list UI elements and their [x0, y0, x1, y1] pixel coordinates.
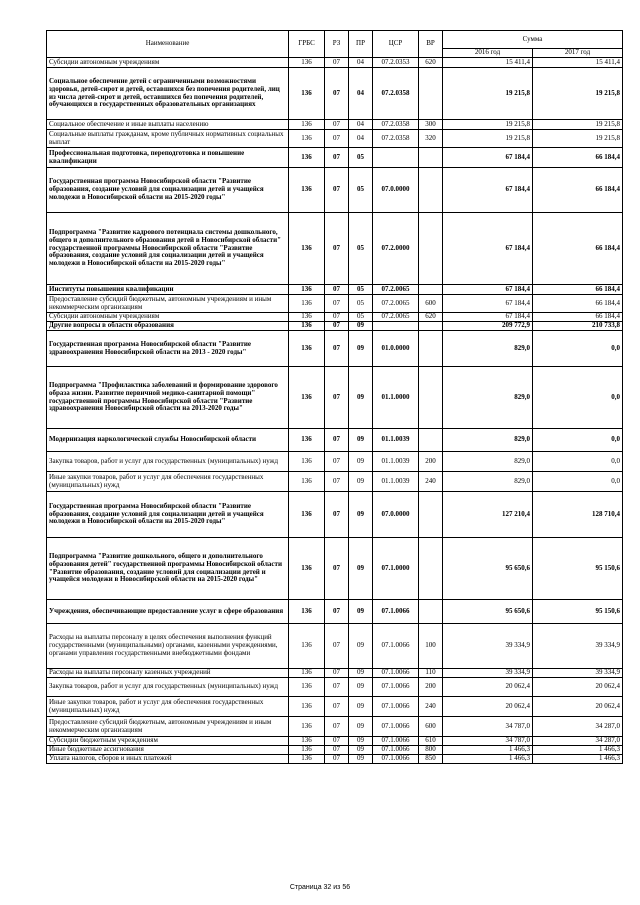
cell-sum-2016: 15 411,4: [443, 58, 533, 68]
cell-sum-2016: 829,0: [443, 472, 533, 492]
cell-sum-2017: 39 334,9: [533, 669, 623, 678]
cell-pr: 09: [349, 492, 373, 538]
cell-pr: 05: [349, 148, 373, 168]
cell-pr: 09: [349, 624, 373, 669]
header-rz: РЗ: [325, 31, 349, 58]
table-row: [47, 737, 623, 746]
cell-grbs: 136: [289, 331, 325, 367]
cell-rz: 07: [325, 669, 349, 678]
cell-vr: [419, 538, 443, 600]
table-row: [47, 120, 623, 130]
cell-grbs: 136: [289, 68, 325, 120]
cell-pr: 05: [349, 313, 373, 322]
cell-name: Расходы на выплаты персоналу в целях обеспечения выполнения функций государственными (муниципальными) органами, казенными учреждениями, органами управления государственными внебюджетными фондами: [47, 624, 289, 669]
cell-name: Иные бюджетные ассигнования: [47, 746, 289, 755]
cell-sum-2017: 19 215,8: [533, 120, 623, 130]
cell-sum-2017: 0,0: [533, 472, 623, 492]
cell-rz: 07: [325, 322, 349, 331]
table-row: [47, 331, 623, 367]
header-grbs: ГРБС: [289, 31, 325, 58]
cell-csr: 07.2.0065: [373, 295, 419, 313]
cell-grbs: 136: [289, 213, 325, 285]
header-year-2017: 2017 год: [533, 49, 623, 58]
cell-csr: 07.1.0066: [373, 746, 419, 755]
cell-pr: 05: [349, 168, 373, 213]
cell-pr: 09: [349, 717, 373, 737]
cell-sum-2016: 67 184,4: [443, 295, 533, 313]
cell-name: Государственная программа Новосибирской области "Развитие образования, создание условий для социализации детей и учащейся молодежи в Новосибирской области на 2015-2020 годы": [47, 168, 289, 213]
cell-sum-2016: 67 184,4: [443, 213, 533, 285]
cell-sum-2016: 127 210,4: [443, 492, 533, 538]
header-sum: Сумма: [443, 31, 623, 49]
cell-rz: 07: [325, 452, 349, 472]
cell-grbs: 136: [289, 538, 325, 600]
cell-csr: 07.1.0066: [373, 697, 419, 717]
cell-name: Социальное обеспечение и иные выплаты населению: [47, 120, 289, 130]
cell-vr: 240: [419, 697, 443, 717]
cell-csr: 07.1.0066: [373, 600, 419, 624]
cell-sum-2017: 19 215,8: [533, 130, 623, 148]
cell-rz: 07: [325, 678, 349, 697]
cell-sum-2016: 39 334,9: [443, 669, 533, 678]
cell-csr: 07.1.0066: [373, 737, 419, 746]
cell-vr: [419, 600, 443, 624]
table-row: [47, 755, 623, 764]
cell-pr: 09: [349, 746, 373, 755]
cell-grbs: 136: [289, 737, 325, 746]
table-row: [47, 492, 623, 538]
cell-sum-2017: 39 334,9: [533, 624, 623, 669]
cell-pr: 09: [349, 755, 373, 764]
table-row: [47, 452, 623, 472]
cell-sum-2017: 20 062,4: [533, 697, 623, 717]
cell-csr: 01.1.0039: [373, 452, 419, 472]
cell-rz: 07: [325, 313, 349, 322]
cell-vr: 800: [419, 746, 443, 755]
cell-grbs: 136: [289, 678, 325, 697]
cell-name: Расходы на выплаты персоналу казенных учреждений: [47, 669, 289, 678]
cell-sum-2017: 1 466,3: [533, 746, 623, 755]
table-row: [47, 472, 623, 492]
cell-sum-2017: 1 466,3: [533, 755, 623, 764]
cell-grbs: 136: [289, 717, 325, 737]
cell-sum-2017: 15 411,4: [533, 58, 623, 68]
cell-grbs: 136: [289, 669, 325, 678]
cell-sum-2016: 209 772,9: [443, 322, 533, 331]
cell-sum-2016: 67 184,4: [443, 313, 533, 322]
cell-grbs: 136: [289, 367, 325, 429]
cell-pr: 09: [349, 367, 373, 429]
cell-rz: 07: [325, 746, 349, 755]
cell-sum-2016: 95 650,6: [443, 538, 533, 600]
cell-grbs: 136: [289, 624, 325, 669]
cell-csr: 07.2.0358: [373, 68, 419, 120]
cell-pr: 09: [349, 472, 373, 492]
cell-pr: 05: [349, 213, 373, 285]
cell-vr: [419, 331, 443, 367]
cell-csr: [373, 322, 419, 331]
cell-sum-2016: 1 466,3: [443, 755, 533, 764]
cell-sum-2017: 66 184,4: [533, 295, 623, 313]
cell-name: Иные закупки товаров, работ и услуг для обеспечения государственных (муниципальных) нужд: [47, 472, 289, 492]
cell-pr: 04: [349, 68, 373, 120]
cell-csr: 01.1.0039: [373, 472, 419, 492]
table-row: [47, 429, 623, 452]
cell-vr: [419, 429, 443, 452]
cell-rz: 07: [325, 492, 349, 538]
cell-sum-2016: 19 215,8: [443, 120, 533, 130]
cell-csr: 07.1.0066: [373, 717, 419, 737]
cell-vr: [419, 213, 443, 285]
cell-csr: 07.2.0065: [373, 313, 419, 322]
cell-grbs: 136: [289, 492, 325, 538]
cell-pr: 04: [349, 120, 373, 130]
cell-rz: 07: [325, 472, 349, 492]
cell-grbs: 136: [289, 168, 325, 213]
cell-csr: 07.2.0353: [373, 58, 419, 68]
cell-grbs: 136: [289, 452, 325, 472]
cell-pr: 09: [349, 429, 373, 452]
cell-name: Социальные выплаты гражданам, кроме публичных нормативных социальных выплат: [47, 130, 289, 148]
cell-sum-2017: 210 733,8: [533, 322, 623, 331]
cell-sum-2016: 19 215,8: [443, 68, 533, 120]
table-row: [47, 746, 623, 755]
cell-grbs: 136: [289, 285, 325, 295]
cell-grbs: 136: [289, 313, 325, 322]
cell-name: Уплата налогов, сборов и иных платежей: [47, 755, 289, 764]
header-csr: ЦСР: [373, 31, 419, 58]
cell-grbs: 136: [289, 600, 325, 624]
cell-vr: 620: [419, 313, 443, 322]
cell-rz: 07: [325, 624, 349, 669]
table-row: [47, 313, 623, 322]
table-row: [47, 538, 623, 600]
cell-grbs: 136: [289, 472, 325, 492]
table-row: [47, 295, 623, 313]
cell-sum-2016: 829,0: [443, 367, 533, 429]
cell-vr: [419, 367, 443, 429]
cell-pr: 09: [349, 538, 373, 600]
cell-sum-2016: 67 184,4: [443, 148, 533, 168]
cell-vr: [419, 492, 443, 538]
cell-name: Субсидии бюджетным учреждениям: [47, 737, 289, 746]
table-row: [47, 148, 623, 168]
table-row: [47, 68, 623, 120]
cell-pr: 09: [349, 322, 373, 331]
cell-sum-2017: 0,0: [533, 367, 623, 429]
table-row: [47, 717, 623, 737]
cell-grbs: 136: [289, 130, 325, 148]
cell-sum-2016: 829,0: [443, 331, 533, 367]
cell-vr: 100: [419, 624, 443, 669]
cell-name: Подпрограмма "Развитие дошкольного, общего и дополнительного образования детей" государственной программы Новосибирской области "Развитие образования, создание условий для социализации детей и учащейся молодежи в Новосибирской области на 2015-2020 годы": [47, 538, 289, 600]
cell-csr: 07.1.0066: [373, 678, 419, 697]
cell-grbs: 136: [289, 295, 325, 313]
cell-sum-2017: 66 184,4: [533, 213, 623, 285]
cell-pr: 09: [349, 600, 373, 624]
cell-grbs: 136: [289, 429, 325, 452]
cell-vr: 600: [419, 295, 443, 313]
cell-rz: 07: [325, 120, 349, 130]
cell-csr: 07.0.0000: [373, 168, 419, 213]
cell-name: Учреждения, обеспечивающие предоставление услуг в сфере образования: [47, 600, 289, 624]
cell-name: Другие вопросы в области образования: [47, 322, 289, 331]
cell-sum-2017: 0,0: [533, 429, 623, 452]
cell-rz: 07: [325, 130, 349, 148]
cell-vr: [419, 322, 443, 331]
cell-grbs: 136: [289, 322, 325, 331]
table-row: [47, 624, 623, 669]
cell-name: Предоставление субсидий бюджетным, автономным учреждениям и иным некоммерческим организациям: [47, 717, 289, 737]
table-row: [47, 213, 623, 285]
cell-csr: 07.2.0358: [373, 130, 419, 148]
cell-sum-2016: 20 062,4: [443, 697, 533, 717]
cell-rz: 07: [325, 429, 349, 452]
cell-pr: 09: [349, 331, 373, 367]
cell-sum-2016: 67 184,4: [443, 285, 533, 295]
cell-name: Государственная программа Новосибирской области "Развитие здравоохранения Новосибирской области на 2013 - 2020 годы": [47, 331, 289, 367]
cell-pr: 09: [349, 452, 373, 472]
header-pr: ПР: [349, 31, 373, 58]
table-row: [47, 130, 623, 148]
cell-vr: 610: [419, 737, 443, 746]
cell-sum-2016: 829,0: [443, 429, 533, 452]
header-vr: ВР: [419, 31, 443, 58]
cell-sum-2017: 66 184,4: [533, 313, 623, 322]
cell-csr: 07.1.0066: [373, 669, 419, 678]
cell-rz: 07: [325, 538, 349, 600]
cell-pr: 09: [349, 737, 373, 746]
cell-grbs: 136: [289, 58, 325, 68]
table-row: [47, 322, 623, 331]
cell-sum-2017: 19 215,8: [533, 68, 623, 120]
cell-vr: 200: [419, 678, 443, 697]
cell-pr: 09: [349, 669, 373, 678]
cell-rz: 07: [325, 168, 349, 213]
cell-sum-2016: 67 184,4: [443, 168, 533, 213]
table-row: [47, 697, 623, 717]
cell-vr: 320: [419, 130, 443, 148]
cell-sum-2016: 34 787,0: [443, 717, 533, 737]
cell-sum-2017: 20 062,4: [533, 678, 623, 697]
cell-csr: 01.1.0039: [373, 429, 419, 452]
budget-table: [46, 30, 623, 764]
cell-rz: 07: [325, 755, 349, 764]
cell-rz: 07: [325, 213, 349, 285]
cell-sum-2016: 1 466,3: [443, 746, 533, 755]
cell-csr: 07.1.0066: [373, 755, 419, 764]
cell-sum-2017: 95 150,6: [533, 538, 623, 600]
cell-sum-2017: 128 710,4: [533, 492, 623, 538]
cell-rz: 07: [325, 58, 349, 68]
cell-grbs: 136: [289, 746, 325, 755]
cell-vr: 110: [419, 669, 443, 678]
cell-sum-2017: 95 150,6: [533, 600, 623, 624]
cell-grbs: 136: [289, 148, 325, 168]
table-row: [47, 58, 623, 68]
cell-name: Предоставление субсидий бюджетным, автономным учреждениям и иным некоммерческим организациям: [47, 295, 289, 313]
table-row: [47, 669, 623, 678]
cell-vr: 850: [419, 755, 443, 764]
cell-pr: 05: [349, 285, 373, 295]
cell-rz: 07: [325, 600, 349, 624]
cell-pr: 09: [349, 697, 373, 717]
cell-name: Субсидии автономным учреждениям: [47, 58, 289, 68]
cell-sum-2016: 39 334,9: [443, 624, 533, 669]
cell-name: Субсидии автономным учреждениям: [47, 313, 289, 322]
cell-vr: [419, 168, 443, 213]
cell-vr: 200: [419, 452, 443, 472]
cell-name: Подпрограмма "Развитие кадрового потенциала системы дошкольного, общего и дополнительного образования детей в Новосибирской области" государственной программы Новосибирской области "Развитие образования, создание условий для социализации детей и учащейся молодежи в Новосибирской области на 2015-2020 годы": [47, 213, 289, 285]
cell-vr: 300: [419, 120, 443, 130]
table-row: [47, 285, 623, 295]
cell-csr: 07.1.0066: [373, 624, 419, 669]
cell-rz: 07: [325, 285, 349, 295]
cell-vr: 600: [419, 717, 443, 737]
cell-sum-2016: 829,0: [443, 452, 533, 472]
cell-rz: 07: [325, 148, 349, 168]
cell-grbs: 136: [289, 755, 325, 764]
cell-sum-2016: 20 062,4: [443, 678, 533, 697]
cell-csr: 07.2.0065: [373, 285, 419, 295]
cell-sum-2017: 34 287,0: [533, 717, 623, 737]
cell-vr: [419, 148, 443, 168]
cell-vr: 240: [419, 472, 443, 492]
cell-name: Закупка товаров, работ и услуг для государственных (муниципальных) нужд: [47, 452, 289, 472]
table-row: [47, 678, 623, 697]
cell-vr: 620: [419, 58, 443, 68]
cell-rz: 07: [325, 737, 349, 746]
cell-name: Институты повышения квалификации: [47, 285, 289, 295]
cell-name: Иные закупки товаров, работ и услуг для обеспечения государственных (муниципальных) нужд: [47, 697, 289, 717]
cell-pr: 05: [349, 295, 373, 313]
cell-sum-2017: 66 184,4: [533, 148, 623, 168]
cell-sum-2016: 95 650,6: [443, 600, 533, 624]
cell-grbs: 136: [289, 697, 325, 717]
cell-vr: [419, 285, 443, 295]
cell-rz: 07: [325, 68, 349, 120]
header-name: Наименование: [47, 31, 289, 58]
cell-csr: [373, 148, 419, 168]
header-year-2016: 2016 год: [443, 49, 533, 58]
cell-name: Модернизация наркологической службы Новосибирской области: [47, 429, 289, 452]
cell-csr: 07.2.0358: [373, 120, 419, 130]
cell-csr: 01.1.0000: [373, 367, 419, 429]
cell-sum-2017: 0,0: [533, 452, 623, 472]
cell-csr: 07.0.0000: [373, 492, 419, 538]
cell-rz: 07: [325, 717, 349, 737]
table-row: [47, 367, 623, 429]
cell-sum-2017: 0,0: [533, 331, 623, 367]
cell-rz: 07: [325, 367, 349, 429]
page-number: Страница 32 из 56: [289, 884, 351, 891]
cell-name: Профессиональная подготовка, переподготовка и повышение квалификации: [47, 148, 289, 168]
cell-vr: [419, 68, 443, 120]
cell-rz: 07: [325, 697, 349, 717]
cell-csr: 01.0.0000: [373, 331, 419, 367]
cell-sum-2017: 34 287,0: [533, 737, 623, 746]
cell-sum-2017: 66 184,4: [533, 168, 623, 213]
cell-csr: 07.1.0000: [373, 538, 419, 600]
cell-sum-2016: 34 787,0: [443, 737, 533, 746]
cell-pr: 04: [349, 130, 373, 148]
cell-pr: 09: [349, 678, 373, 697]
table-body: [47, 58, 623, 764]
cell-sum-2016: 19 215,8: [443, 130, 533, 148]
cell-name: Закупка товаров, работ и услуг для государственных (муниципальных) нужд: [47, 678, 289, 697]
cell-name: Подпрограмма "Профилактика заболеваний и формирование здорового образа жизни. Развитие первичной медико-санитарной помощи" государственной программы Новосибирской области "Развитие здравоохранения Новосибирской области на 2013-2020 годы": [47, 367, 289, 429]
table-row: [47, 600, 623, 624]
cell-sum-2017: 66 184,4: [533, 285, 623, 295]
cell-name: Государственная программа Новосибирской области "Развитие образования, создание условий для социализации детей и учащейся молодежи в Новосибирской области на 2015-2020 годы": [47, 492, 289, 538]
table-row: [47, 168, 623, 213]
cell-rz: 07: [325, 295, 349, 313]
cell-pr: 04: [349, 58, 373, 68]
cell-name: Социальное обеспечение детей с ограниченными возможностями здоровья, детей-сирот и детей, оставшихся без попечения родителей, лиц из числа детей-сирот и детей, оставшихся без попечения родителей, обучающихся в государственных образовательных организациях: [47, 68, 289, 120]
cell-grbs: 136: [289, 120, 325, 130]
cell-csr: 07.2.0000: [373, 213, 419, 285]
cell-rz: 07: [325, 331, 349, 367]
